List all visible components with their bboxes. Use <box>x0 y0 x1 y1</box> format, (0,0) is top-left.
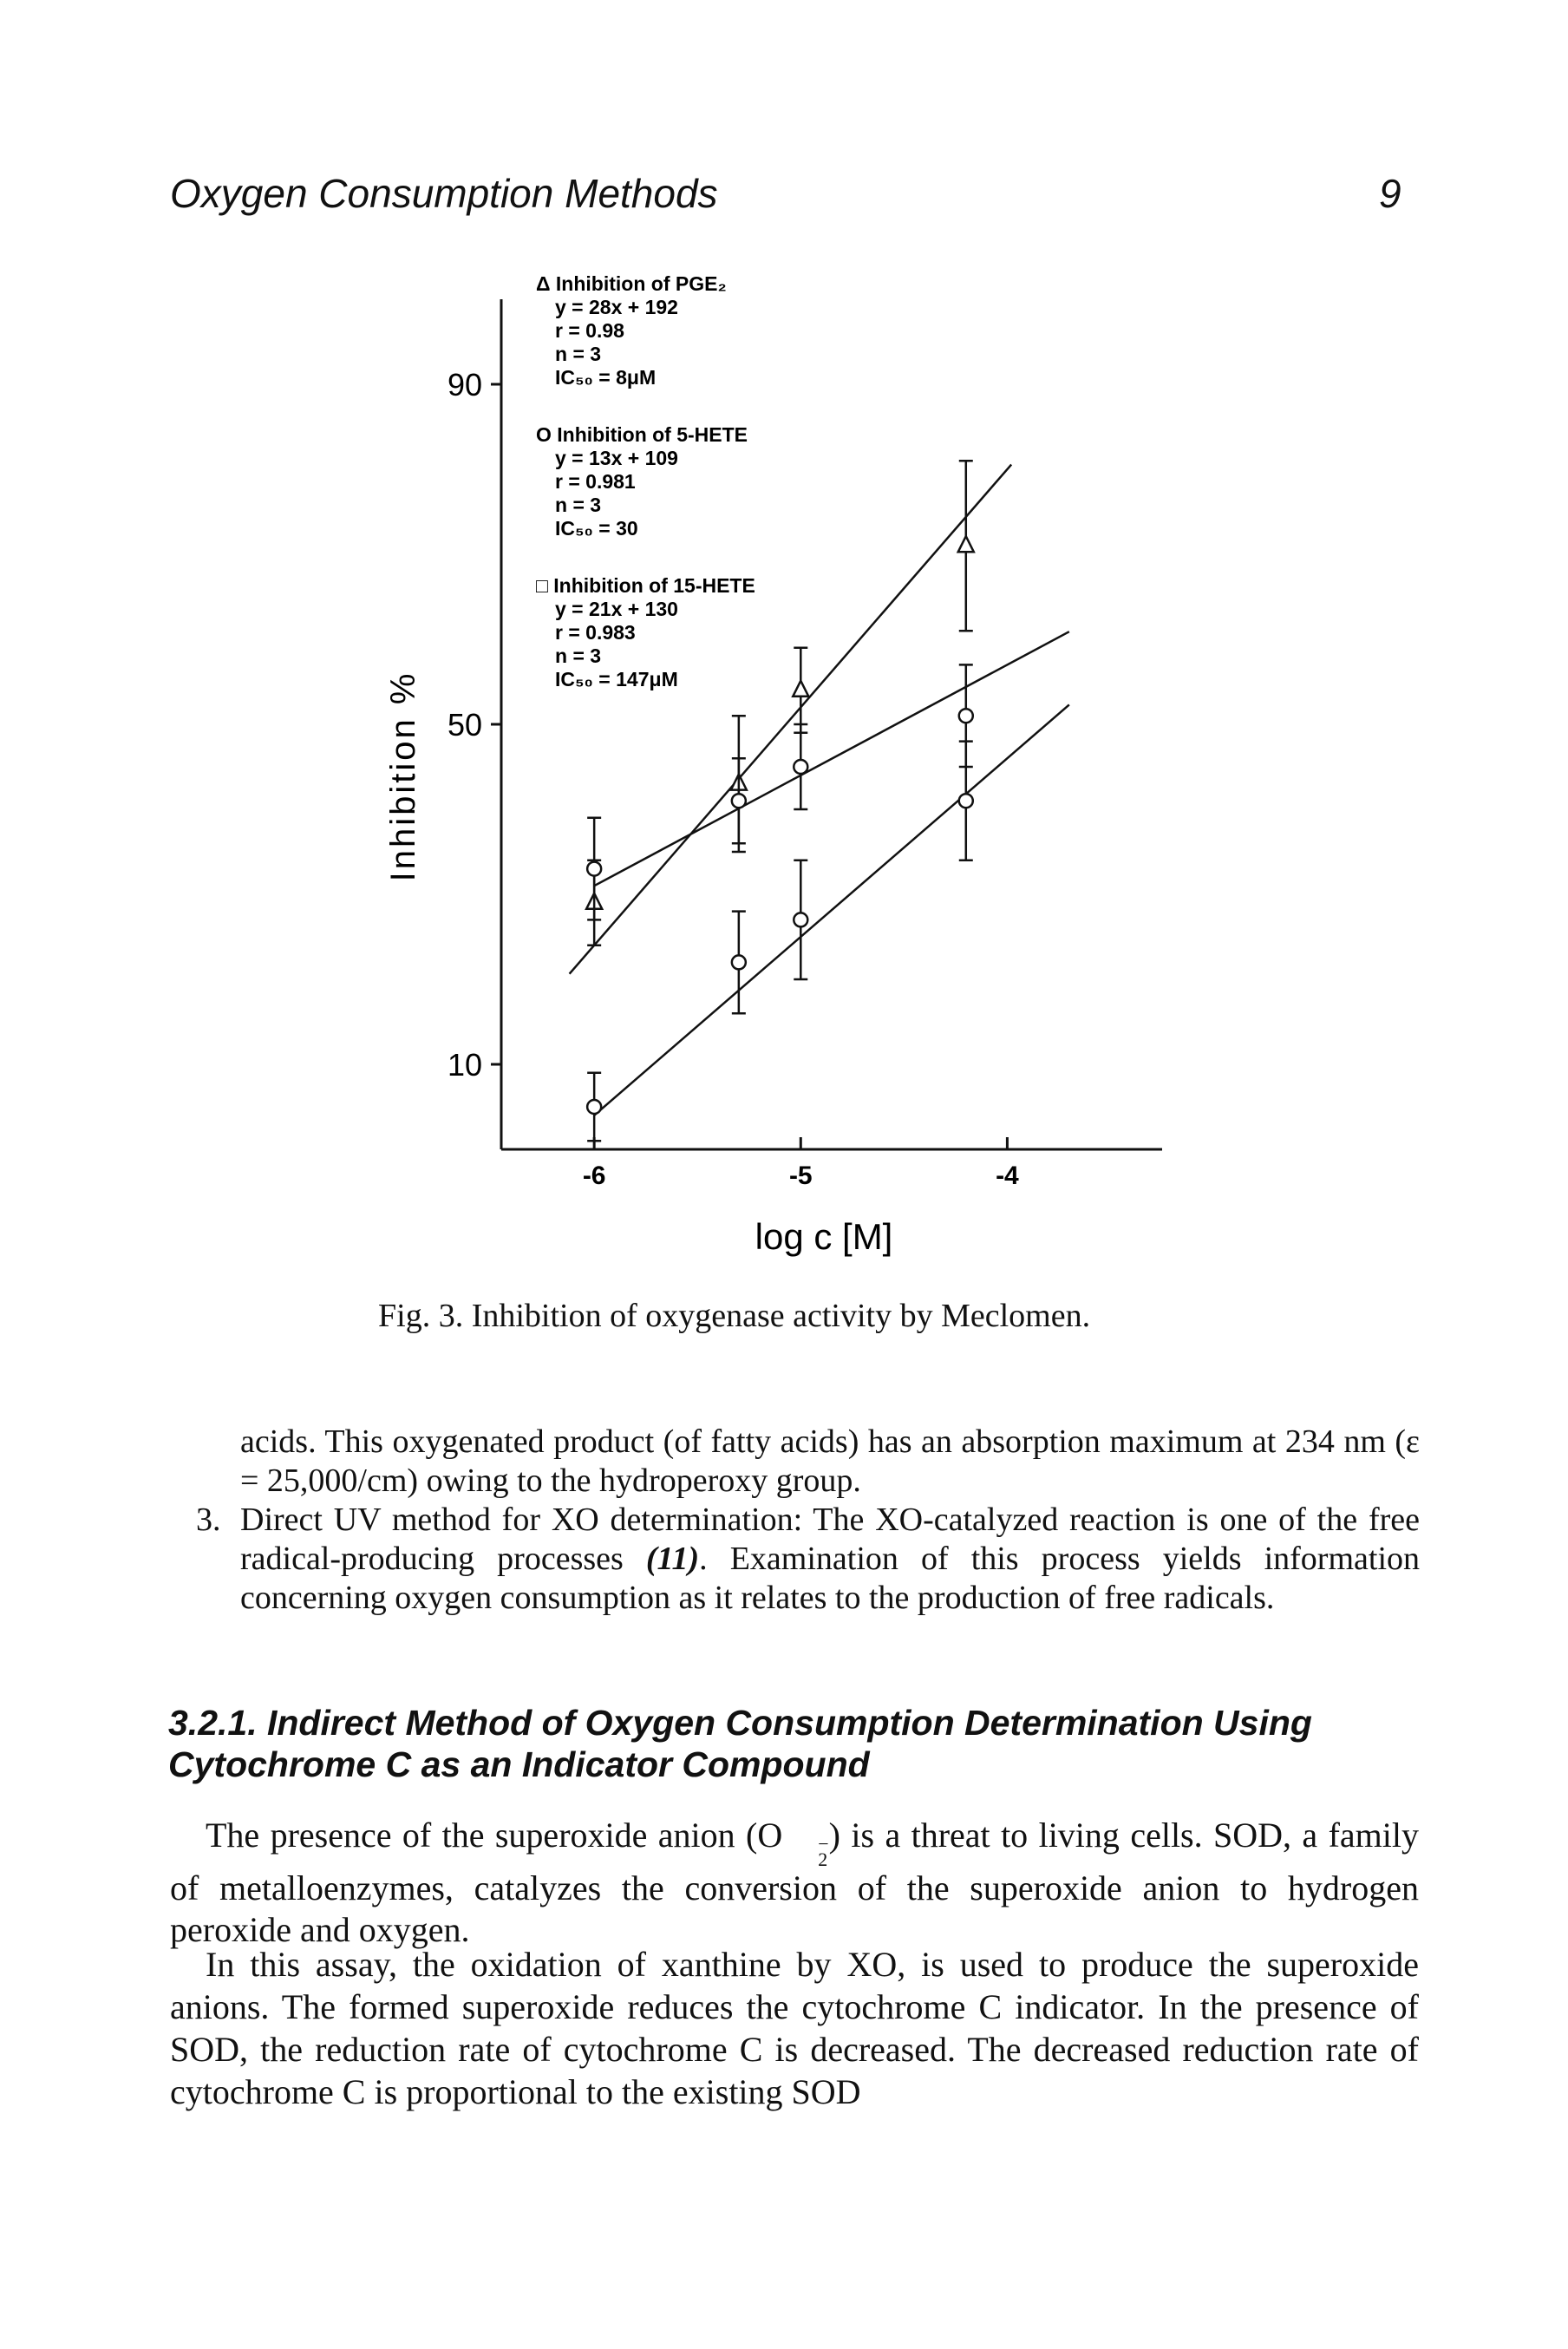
legend-line-0-3: n = 3 <box>555 343 602 365</box>
running-title: Oxygen Consumption Methods <box>170 171 718 216</box>
legend-line-1-0: O Inhibition of 5-HETE <box>536 423 748 446</box>
circle-marker-2-1 <box>732 955 746 969</box>
legend-line-2-4: IC₅₀ = 147μM <box>555 668 678 690</box>
superscript-charge: − <box>818 1833 829 1855</box>
fit-lines <box>570 465 1069 1116</box>
list-item-3-text-b: . Examination of this process yields information concerning oxygen consumption as it relates to the production of free radicals. <box>240 1541 1420 1616</box>
citation-ref: (11) <box>645 1541 700 1577</box>
chart-legend <box>536 273 755 690</box>
legend-line-2-0: □ Inhibition of 15-HETE <box>536 574 755 597</box>
list-item-3 <box>240 1501 1420 1618</box>
legend-line-2-2: r = 0.983 <box>555 621 636 644</box>
x-tick-label-0: -6 <box>582 1161 606 1190</box>
y-tick-label-90: 90 <box>447 367 482 402</box>
legend-line-2-1: y = 21x + 130 <box>555 598 678 620</box>
list-item-number: 3. <box>196 1502 221 1538</box>
para-sod-text-b: ) is a threat to living cells. SOD, a family of metalloenzymes, catalyzes the conversion of the superoxide anion to hydrogen peroxide and oxygen. <box>170 1816 1420 1949</box>
legend-line-0-2: r = 0.98 <box>555 319 624 342</box>
data-points <box>586 461 974 1141</box>
legend-line-0-0: Δ Inhibition of PGE₂ <box>536 273 727 295</box>
page-number: 9 <box>1379 171 1401 216</box>
inhibition-chart <box>347 273 1197 1271</box>
circle-marker-2-0 <box>587 1100 601 1114</box>
subscript-two: 2 <box>818 1848 828 1870</box>
axis-ticks <box>448 367 1019 1190</box>
legend-line-1-1: y = 13x + 109 <box>555 447 678 469</box>
y-tick-label-50: 50 <box>447 707 482 743</box>
legend-line-2-3: n = 3 <box>555 645 602 667</box>
para-sod-text-a: The presence of the superoxide anion (O <box>206 1816 783 1855</box>
section-heading: 3.2.1. Indirect Method of Oxygen Consumption Determination Using Cytochrome C as an Indicator Compound <box>168 1703 1312 1784</box>
y-axis-label: Inhibition % <box>384 671 422 882</box>
fit-line-2 <box>594 704 1069 1115</box>
y-tick-label-10: 10 <box>447 1047 482 1083</box>
paragraph-assay: In this assay, the oxidation of xanthine by XO, is used to produce the superoxide anions. The formed superoxide reduces the cytochrome C indicator. In the presence of SOD, the reduction rate of cytochrome C is decreased. The decreased reduction rate of cytochrome C is proportional to the existing SOD <box>170 1945 1419 2111</box>
circle-marker-1-3 <box>959 709 973 723</box>
list-item-3-text-a: Direct UV method for XO determination: The XO-catalyzed reaction is one of the free radical-producing processes <box>240 1502 1420 1577</box>
triangle-marker-0-2 <box>793 681 808 697</box>
fit-line-0 <box>570 465 1012 974</box>
legend-line-1-3: n = 3 <box>555 494 602 516</box>
paragraph-acids: acids. This oxygenated product (of fatty acids) has an absorption maximum at 234 nm (ε = 25,000/cm) owing to the hydroperoxy group. <box>240 1423 1420 1499</box>
x-axis-label: log c [M] <box>755 1216 893 1257</box>
circle-marker-2-3 <box>959 794 973 808</box>
circle-marker-1-1 <box>732 794 746 808</box>
circle-marker-2-2 <box>794 913 807 926</box>
legend-line-0-1: y = 28x + 192 <box>555 296 678 318</box>
circle-marker-1-2 <box>794 760 807 774</box>
x-tick-label-1: -5 <box>788 1161 813 1190</box>
triangle-marker-0-3 <box>958 536 974 552</box>
legend-line-0-4: IC₅₀ = 8μM <box>555 366 657 389</box>
legend-line-1-2: r = 0.981 <box>555 470 636 493</box>
x-tick-label-2: -4 <box>996 1161 1019 1190</box>
legend-line-1-4: IC₅₀ = 30 <box>555 517 638 540</box>
paragraph-superoxide <box>170 1815 1419 1951</box>
circle-marker-1-0 <box>587 862 601 876</box>
figure-caption: Fig. 3. Inhibition of oxygenase activity by Meclomen. <box>378 1298 1091 1334</box>
